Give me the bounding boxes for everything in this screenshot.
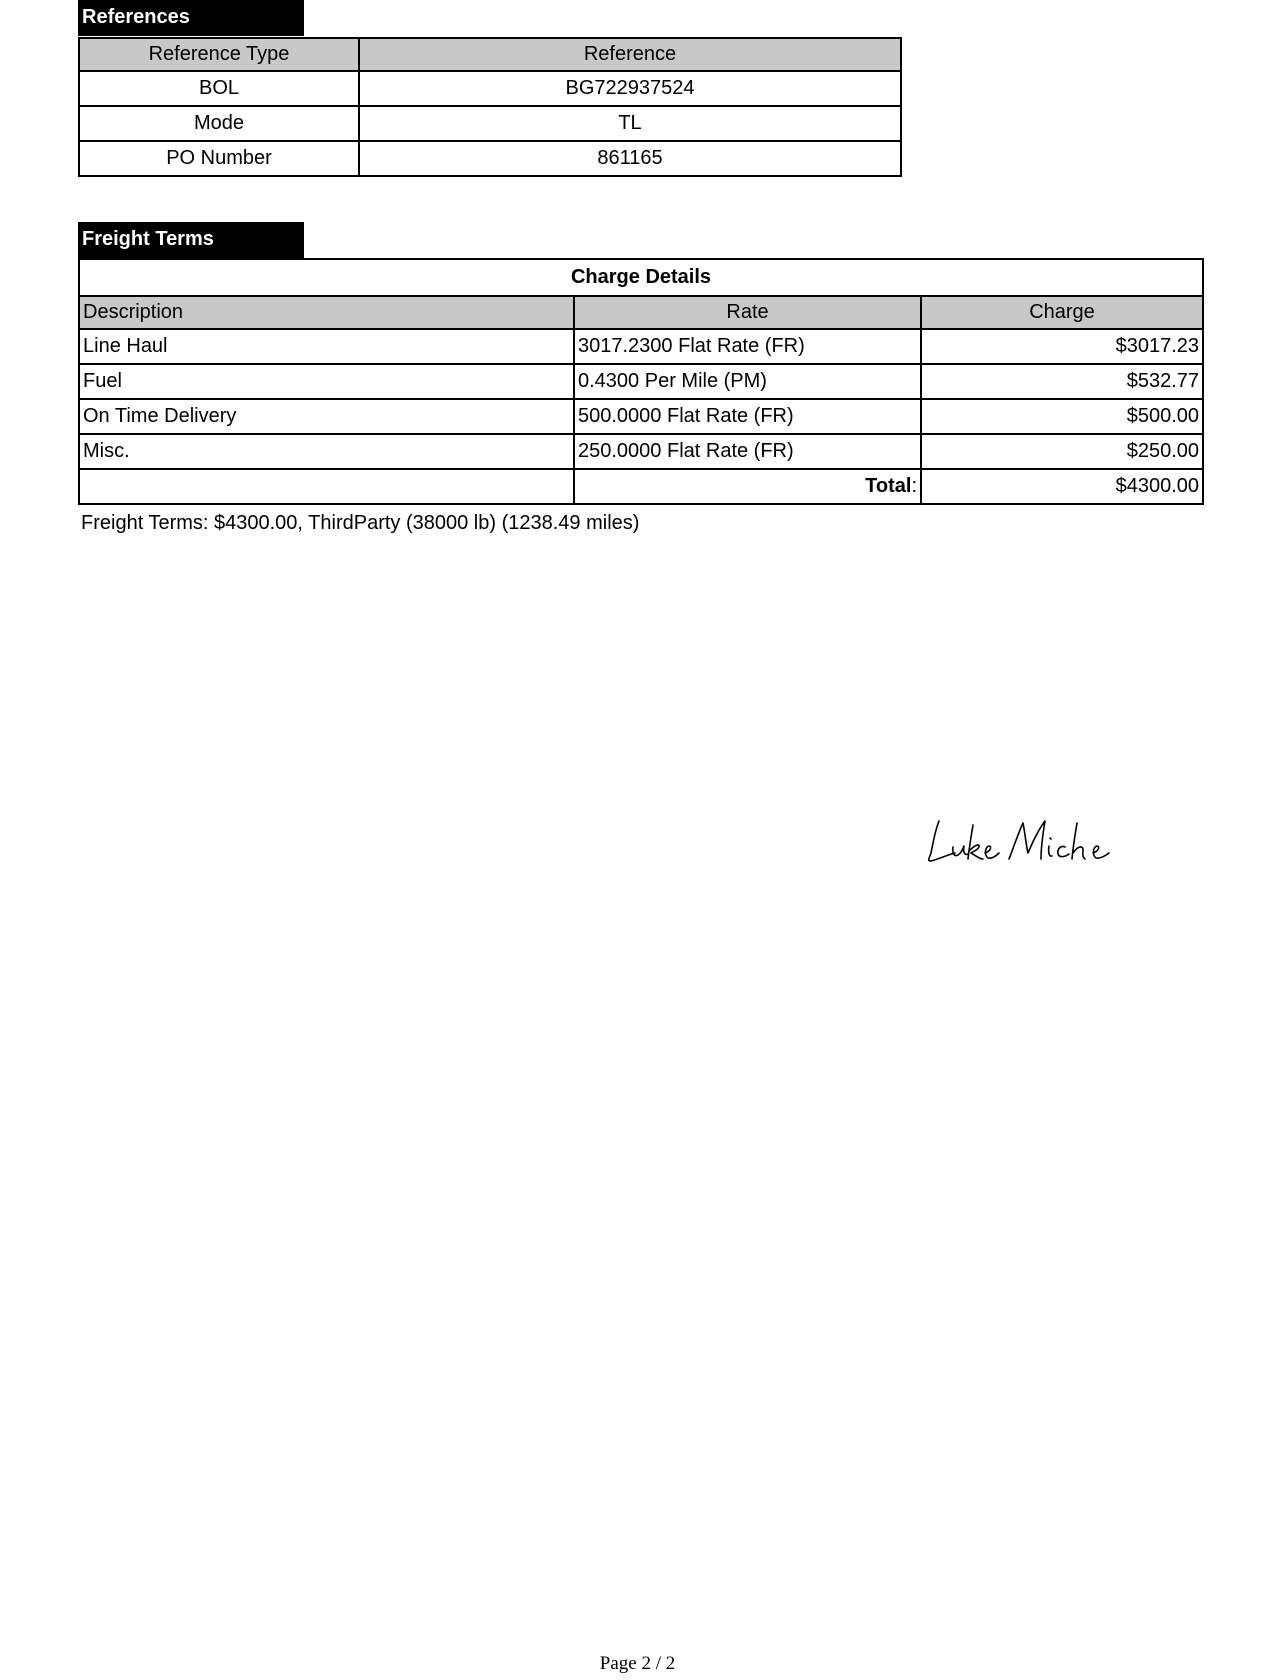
table-row — [79, 364, 1203, 399]
table-row — [79, 141, 901, 176]
reference-type-cell: Mode — [79, 106, 359, 141]
charge-rate-cell: 3017.2300 Flat Rate (FR) — [574, 329, 921, 364]
references-header-row — [79, 38, 901, 71]
reference-value-cell: TL — [359, 106, 901, 141]
total-label-cell: Total: — [574, 469, 921, 504]
charge-amount-cell: $532.77 — [921, 364, 1203, 399]
charge-header: Charge — [921, 296, 1203, 329]
charge-amount-cell: $3017.23 — [921, 329, 1203, 364]
total-label: Total — [865, 475, 912, 497]
charge-rate-cell: 0.4300 Per Mile (PM) — [574, 364, 921, 399]
charge-description-cell: Misc. — [79, 434, 574, 469]
charge-rate-cell: 500.0000 Flat Rate (FR) — [574, 399, 921, 434]
rate-header: Rate — [574, 296, 921, 329]
freight-terms-summary: Freight Terms: $4300.00, ThirdParty (38000 lb) (1238.49 miles) — [81, 512, 640, 534]
charge-details-caption: Charge Details — [79, 259, 1203, 296]
reference-value-cell: BG722937524 — [359, 71, 901, 106]
table-row — [79, 434, 1203, 469]
references-table — [78, 37, 902, 177]
charge-details-caption-row — [79, 259, 1203, 296]
total-empty-cell — [79, 469, 574, 504]
charge-header-row — [79, 296, 1203, 329]
reference-type-header: Reference Type — [79, 38, 359, 71]
table-row — [79, 106, 901, 141]
table-row — [79, 71, 901, 106]
total-row — [79, 469, 1203, 504]
charge-description-cell: On Time Delivery — [79, 399, 574, 434]
reference-header: Reference — [359, 38, 901, 71]
handwritten-signature — [925, 815, 1115, 865]
references-section-title: References — [78, 0, 304, 36]
page-number: Page 2 / 2 — [599, 1653, 676, 1674]
charge-rate-cell: 250.0000 Flat Rate (FR) — [574, 434, 921, 469]
total-value-cell: $4300.00 — [921, 469, 1203, 504]
table-row — [79, 329, 1203, 364]
table-row — [79, 399, 1203, 434]
reference-type-cell: PO Number — [79, 141, 359, 176]
charge-description-cell: Line Haul — [79, 329, 574, 364]
description-header: Description — [79, 296, 574, 329]
charge-details-table — [78, 258, 1204, 505]
reference-value-cell: 861165 — [359, 141, 901, 176]
charge-description-cell: Fuel — [79, 364, 574, 399]
charge-amount-cell: $250.00 — [921, 434, 1203, 469]
freight-terms-section-title: Freight Terms — [78, 222, 304, 258]
reference-type-cell: BOL — [79, 71, 359, 106]
charge-amount-cell: $500.00 — [921, 399, 1203, 434]
